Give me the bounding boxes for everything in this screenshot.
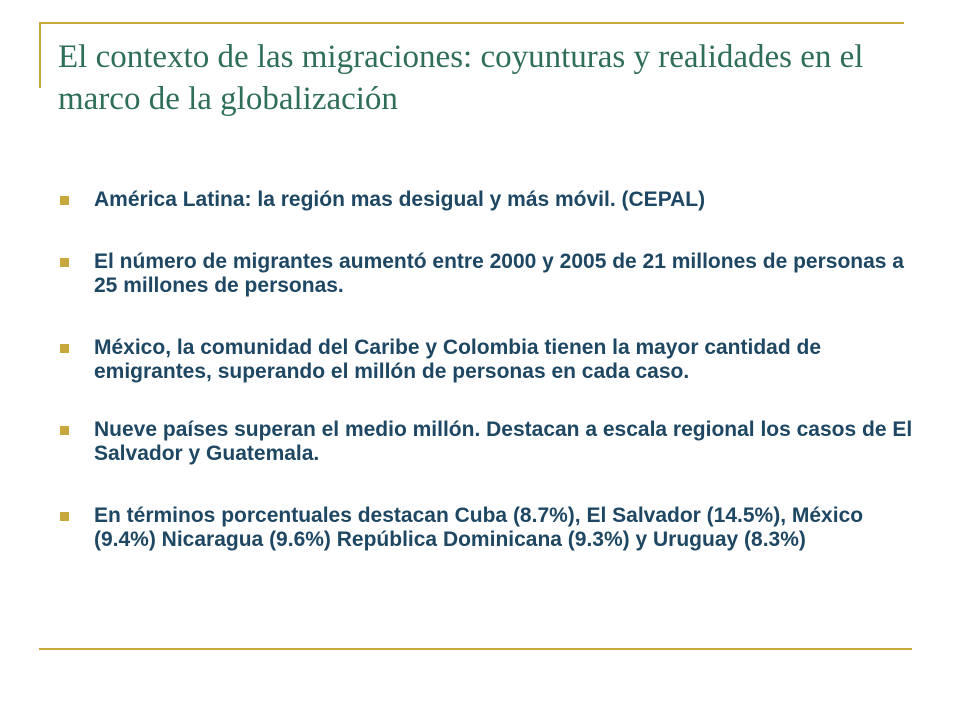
top-rule xyxy=(39,22,904,24)
left-rule xyxy=(39,22,41,88)
square-bullet-icon xyxy=(60,258,69,267)
bullet-item xyxy=(60,188,920,212)
square-bullet-icon xyxy=(60,426,69,435)
bullet-text: América Latina: la región mas desigual y más móvil. (CEPAL) xyxy=(94,188,706,211)
bullet-item xyxy=(60,250,920,298)
square-bullet-icon xyxy=(60,196,69,205)
bullet-text: Nueve países superan el medio millón. Destacan a escala regional los casos de El Salvador y Guatemala. xyxy=(94,418,913,465)
bullet-item xyxy=(60,504,920,552)
square-bullet-icon xyxy=(60,344,69,353)
bottom-rule xyxy=(39,648,912,650)
bullet-item xyxy=(60,336,920,384)
bullet-text: México, la comunidad del Caribe y Colombia tienen la mayor cantidad de emigrantes, superando el millón de personas en cada caso. xyxy=(94,336,822,383)
bullet-item xyxy=(60,418,920,466)
bullet-text: En términos porcentuales destacan Cuba (8.7%), El Salvador (14.5%), México (9.4%) Nicaragua (9.6%) República Dominicana (9.3%) y Uruguay (8.3%) xyxy=(94,504,864,551)
slide-title: El contexto de las migraciones: coyunturas y realidades en el marco de la globalización xyxy=(58,39,864,117)
bullet-list xyxy=(60,188,920,590)
square-bullet-icon xyxy=(60,512,69,521)
bullet-text: El número de migrantes aumentó entre 2000 y 2005 de 21 millones de personas a 25 millones de personas. xyxy=(94,250,904,297)
